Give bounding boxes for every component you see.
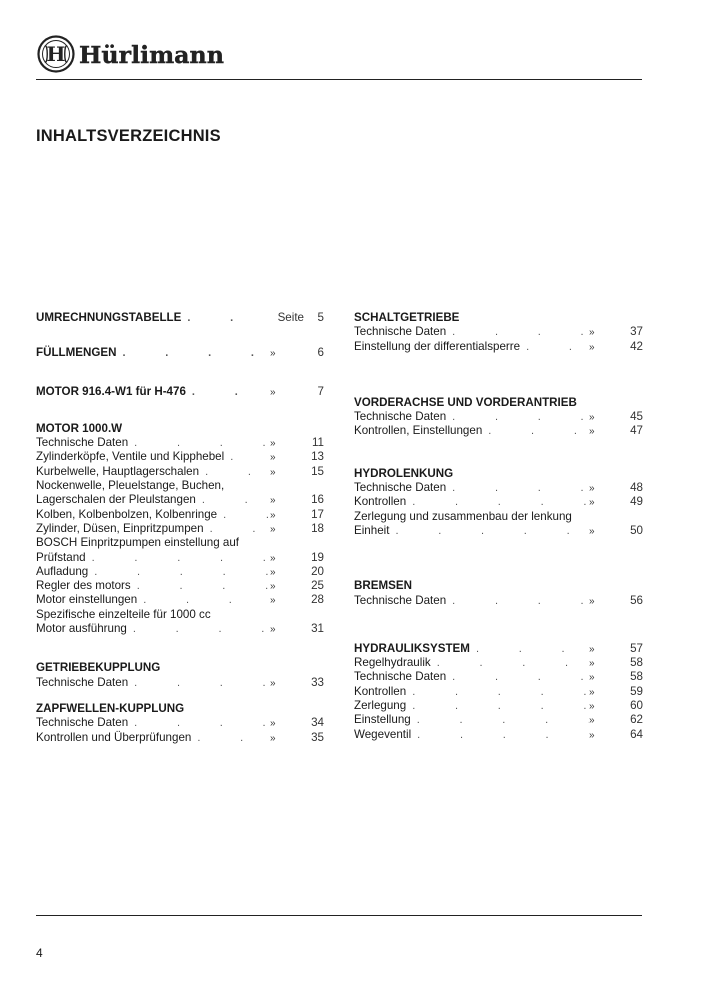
toc-page: 11 [311, 436, 324, 450]
toc-entry[interactable] [354, 495, 643, 509]
ditto-mark: » [270, 438, 276, 450]
page-title: INHALTSVERZEICHNIS [36, 127, 221, 145]
leader-dots [128, 716, 270, 730]
leader-dots [446, 325, 589, 339]
toc-entry[interactable] [354, 594, 643, 608]
leader-dots [196, 493, 270, 507]
toc-page: 64 [630, 727, 643, 741]
ditto-mark: » [270, 581, 276, 593]
toc-entry-title: Technische Daten [354, 410, 447, 424]
toc-entry[interactable] [354, 670, 643, 684]
toc-entry-title: Kolben, Kolbenbolzen, Kolbenringe [36, 507, 218, 521]
leader-dots [446, 594, 589, 608]
toc-heading: HYDRAULIKSYSTEM [354, 641, 470, 655]
toc-section-fuellmengen [36, 346, 324, 360]
toc-heading-row[interactable] [36, 311, 324, 325]
ditto-mark: » [270, 386, 276, 398]
leader-dots [86, 551, 270, 565]
toc-page: 7 [317, 384, 324, 398]
toc-entry[interactable] [354, 699, 643, 713]
toc-entry-title: Kontrollen und Überprüfungen [36, 730, 192, 744]
ditto-mark: » [589, 426, 595, 438]
toc-page: 28 [311, 593, 324, 607]
toc-entry-title: Kontrollen, Einstellungen [354, 424, 483, 438]
leader-dots [446, 410, 589, 424]
toc-entry-title: Technische Daten [36, 675, 129, 689]
ditto-mark: » [589, 525, 595, 537]
ditto-mark: » [270, 595, 276, 607]
toc-page: 45 [630, 410, 643, 424]
toc-entry-title: Wegeventil [354, 727, 412, 741]
toc-heading: BREMSEN [354, 579, 412, 593]
ditto-mark: » [270, 348, 276, 360]
toc-entry[interactable] [36, 676, 324, 690]
toc-entry-title: Kontrollen [354, 495, 407, 509]
ditto-mark: » [589, 341, 595, 353]
leader-dots [88, 565, 270, 579]
toc-entry-title: Motor einstellungen [36, 593, 138, 607]
leader-dots [204, 522, 270, 536]
leader-dots [191, 731, 270, 745]
leader-dots [127, 622, 270, 636]
toc-entry[interactable] [36, 622, 324, 636]
toc-page: 49 [630, 495, 643, 509]
toc-heading-row[interactable] [36, 346, 324, 360]
toc-page: 47 [630, 424, 643, 438]
toc-heading: MOTOR 1000.W [36, 421, 123, 435]
toc-entry-title: Einheit [354, 523, 390, 537]
toc-entry[interactable] [36, 450, 324, 464]
toc-entry[interactable] [36, 716, 324, 730]
toc-heading-row [354, 311, 643, 325]
toc-page: 58 [630, 670, 643, 684]
toc-heading: GETRIEBEKUPPLUNG [36, 661, 161, 675]
toc-entry[interactable] [354, 481, 643, 495]
leader-dots [406, 685, 589, 699]
header-rule [36, 79, 642, 80]
leader-dots [411, 728, 589, 742]
toc-entry-title: Einstellung [354, 713, 411, 727]
toc-entry[interactable] [354, 713, 643, 727]
toc-page: 17 [311, 507, 324, 521]
toc-section-zapfwellen-kupplung [36, 702, 324, 745]
ditto-mark: » [270, 523, 276, 535]
logo-wordmark: Hürlimann [79, 42, 225, 69]
toc-heading: HYDROLENKUNG [354, 466, 454, 480]
toc-heading-row [354, 396, 643, 410]
leader-dots [406, 699, 589, 713]
ditto-mark: » [589, 686, 595, 698]
ditto-mark: » [270, 624, 276, 636]
toc-entry[interactable] [36, 593, 324, 607]
leader-dots [431, 656, 589, 670]
toc-entry[interactable] [354, 325, 643, 339]
footer-rule [36, 915, 642, 916]
toc-entry[interactable] [36, 493, 324, 507]
leader-dots [117, 346, 270, 360]
ditto-mark: » [270, 552, 276, 564]
toc-page: 18 [311, 521, 324, 535]
ditto-mark: » [589, 483, 595, 495]
toc-right-column [354, 311, 643, 742]
brand-logo [36, 34, 226, 76]
ditto-mark: » [589, 327, 595, 339]
toc-page: 57 [630, 641, 643, 655]
toc-entry-title: Technische Daten [354, 481, 447, 495]
leader-dots [389, 524, 589, 538]
leader-dots [217, 508, 270, 522]
toc-entry-title: Einstellung der differentialsperre [354, 339, 521, 353]
leader-dots [199, 465, 270, 479]
toc-page: 37 [630, 325, 643, 339]
toc-page: 56 [630, 593, 643, 607]
toc-entry-continued[interactable] [36, 608, 324, 622]
toc-heading-row [36, 661, 324, 675]
leader-dots [411, 713, 589, 727]
toc-entry-title: BOSCH Einpritzpumpen einstellung auf [36, 536, 239, 550]
toc-heading-row [36, 422, 324, 436]
toc-section-umrechnungstabelle [36, 311, 324, 325]
toc-page: 25 [311, 579, 324, 593]
toc-page: 13 [311, 450, 324, 464]
leader-dots [406, 495, 589, 509]
toc-page: 60 [630, 699, 643, 713]
toc-page: 31 [311, 622, 324, 636]
toc-entry-title: Regler des motors [36, 579, 131, 593]
toc-entry-title: Regelhydraulik [354, 656, 431, 670]
leader-dots [128, 436, 270, 450]
toc-entry-title: Technische Daten [354, 593, 447, 607]
toc-section-hydrauliksystem [354, 642, 643, 742]
toc-entry-title: Aufladung [36, 564, 89, 578]
ditto-mark: » [589, 412, 595, 424]
ditto-mark: » [270, 732, 276, 744]
toc-heading: SCHALTGETRIEBE [354, 311, 460, 324]
leader-dots [482, 424, 589, 438]
toc-page: 6 [317, 346, 324, 360]
leader-dots [446, 481, 589, 495]
page-number: 4 [36, 946, 43, 960]
toc-left-column [36, 311, 324, 745]
toc-page: 20 [311, 564, 324, 578]
toc-page: 19 [311, 550, 324, 564]
toc-page: 33 [311, 675, 324, 689]
toc-entry-title: Zerlegung [354, 699, 407, 713]
ditto-mark: » [270, 718, 276, 730]
toc-entry-title: Zerlegung und zusammenbau der lenkung [354, 509, 572, 523]
toc-entry-title: Zylinder, Düsen, Einpritzpumpen [36, 521, 204, 535]
toc-entry-title: Nockenwelle, Pleuelstange, Buchen, [36, 479, 225, 493]
toc-heading-row[interactable] [36, 385, 324, 399]
toc-entry-title: Zylinderköpfe, Ventile und Kipphebel [36, 450, 225, 464]
toc-page: 42 [630, 339, 643, 353]
toc-page: 48 [630, 481, 643, 495]
toc-page: 35 [311, 730, 324, 744]
toc-entry-title: Spezifische einzelteile für 1000 cc [36, 607, 211, 621]
toc-entry-title: Technische Daten [36, 436, 129, 450]
toc-entry-continued[interactable] [354, 510, 643, 524]
toc-entry[interactable] [36, 465, 324, 479]
toc-entry[interactable] [354, 524, 643, 538]
toc-entry[interactable] [36, 565, 324, 579]
ditto-mark: » [589, 729, 595, 741]
leader-dots [224, 450, 270, 464]
ditto-mark: » [270, 466, 276, 478]
ditto-mark: » [589, 715, 595, 727]
leader-dots [131, 579, 270, 593]
ditto-mark: » [589, 643, 595, 655]
toc-entry-continued[interactable] [36, 536, 324, 550]
toc-entry[interactable] [36, 436, 324, 450]
ditto-mark: » [589, 658, 595, 670]
leader-dots [128, 676, 270, 690]
toc-entry-title: Lagerschalen der Pleulstangen [36, 493, 196, 507]
toc-entry-title: Technische Daten [354, 325, 447, 339]
toc-entry[interactable] [36, 508, 324, 522]
toc-page: 34 [311, 716, 324, 730]
leader-dots [186, 385, 270, 399]
toc-page: 15 [311, 464, 324, 478]
toc-entry[interactable] [354, 340, 643, 354]
toc-heading: FÜLLMENGEN [36, 346, 117, 360]
toc-entry[interactable] [354, 685, 643, 699]
toc-heading: VORDERACHSE UND VORDERANTRIEB [354, 395, 577, 409]
toc-heading-row [36, 702, 324, 716]
toc-entry-continued[interactable] [36, 479, 324, 493]
toc-entry-title: Kontrollen [354, 684, 407, 698]
ditto-mark: » [589, 672, 595, 684]
toc-ref-label: Seite [277, 311, 304, 324]
toc-entry[interactable] [36, 551, 324, 565]
toc-entry[interactable] [354, 728, 643, 742]
ditto-mark: » [270, 566, 276, 578]
toc-page: 58 [630, 656, 643, 670]
huerlimann-logo-icon [36, 34, 226, 76]
toc-entry-title: Kurbelwelle, Hauptlagerschalen [36, 464, 200, 478]
toc-entry[interactable] [36, 731, 324, 745]
toc-heading-row[interactable] [354, 642, 643, 656]
toc-entry[interactable] [36, 522, 324, 536]
toc-entry-title: Technische Daten [36, 716, 129, 730]
leader-dots [470, 642, 589, 656]
toc-page: 62 [630, 713, 643, 727]
toc-entry[interactable] [354, 410, 643, 424]
toc-page: 50 [630, 523, 643, 537]
toc-entry[interactable] [354, 424, 643, 438]
leader-dots [520, 340, 589, 354]
ditto-mark: » [589, 701, 595, 713]
leader-dots [446, 670, 589, 684]
leader-dots [137, 593, 270, 607]
toc-section-vorderachse [354, 396, 643, 439]
toc-section-getriebekupplung [36, 661, 324, 690]
logo-monogram: H [46, 42, 66, 66]
toc-heading: ZAPFWELLEN-KUPPLUNG [36, 701, 185, 715]
ditto-mark: » [270, 677, 276, 689]
toc-entry[interactable] [354, 656, 643, 670]
toc-section-motor-1000 [36, 422, 324, 636]
toc-section-hydrolenkung [354, 467, 643, 538]
ditto-mark: » [270, 452, 276, 464]
toc-section-bremsen [354, 579, 643, 608]
ditto-mark: » [270, 509, 276, 521]
ditto-mark: » [270, 495, 276, 507]
toc-heading-row [354, 467, 643, 481]
toc-heading-row [354, 579, 643, 593]
toc-page: 16 [311, 493, 324, 507]
ditto-mark: » [589, 595, 595, 607]
toc-entry-title: Motor ausführung [36, 622, 127, 636]
toc-entry[interactable] [36, 579, 324, 593]
toc-page: 5 [317, 311, 324, 324]
toc-heading: UMRECHNUNGSTABELLE [36, 311, 182, 324]
toc-entry-title: Technische Daten [354, 670, 447, 684]
ditto-mark: » [589, 497, 595, 509]
toc-section-motor-916 [36, 385, 324, 399]
leader-dots [181, 311, 248, 325]
toc-page: 59 [630, 684, 643, 698]
toc-heading: MOTOR 916.4-W1 für H-476 [36, 384, 186, 398]
toc-section-schaltgetriebe [354, 311, 643, 354]
toc-entry-title: Prüfstand [36, 550, 86, 564]
